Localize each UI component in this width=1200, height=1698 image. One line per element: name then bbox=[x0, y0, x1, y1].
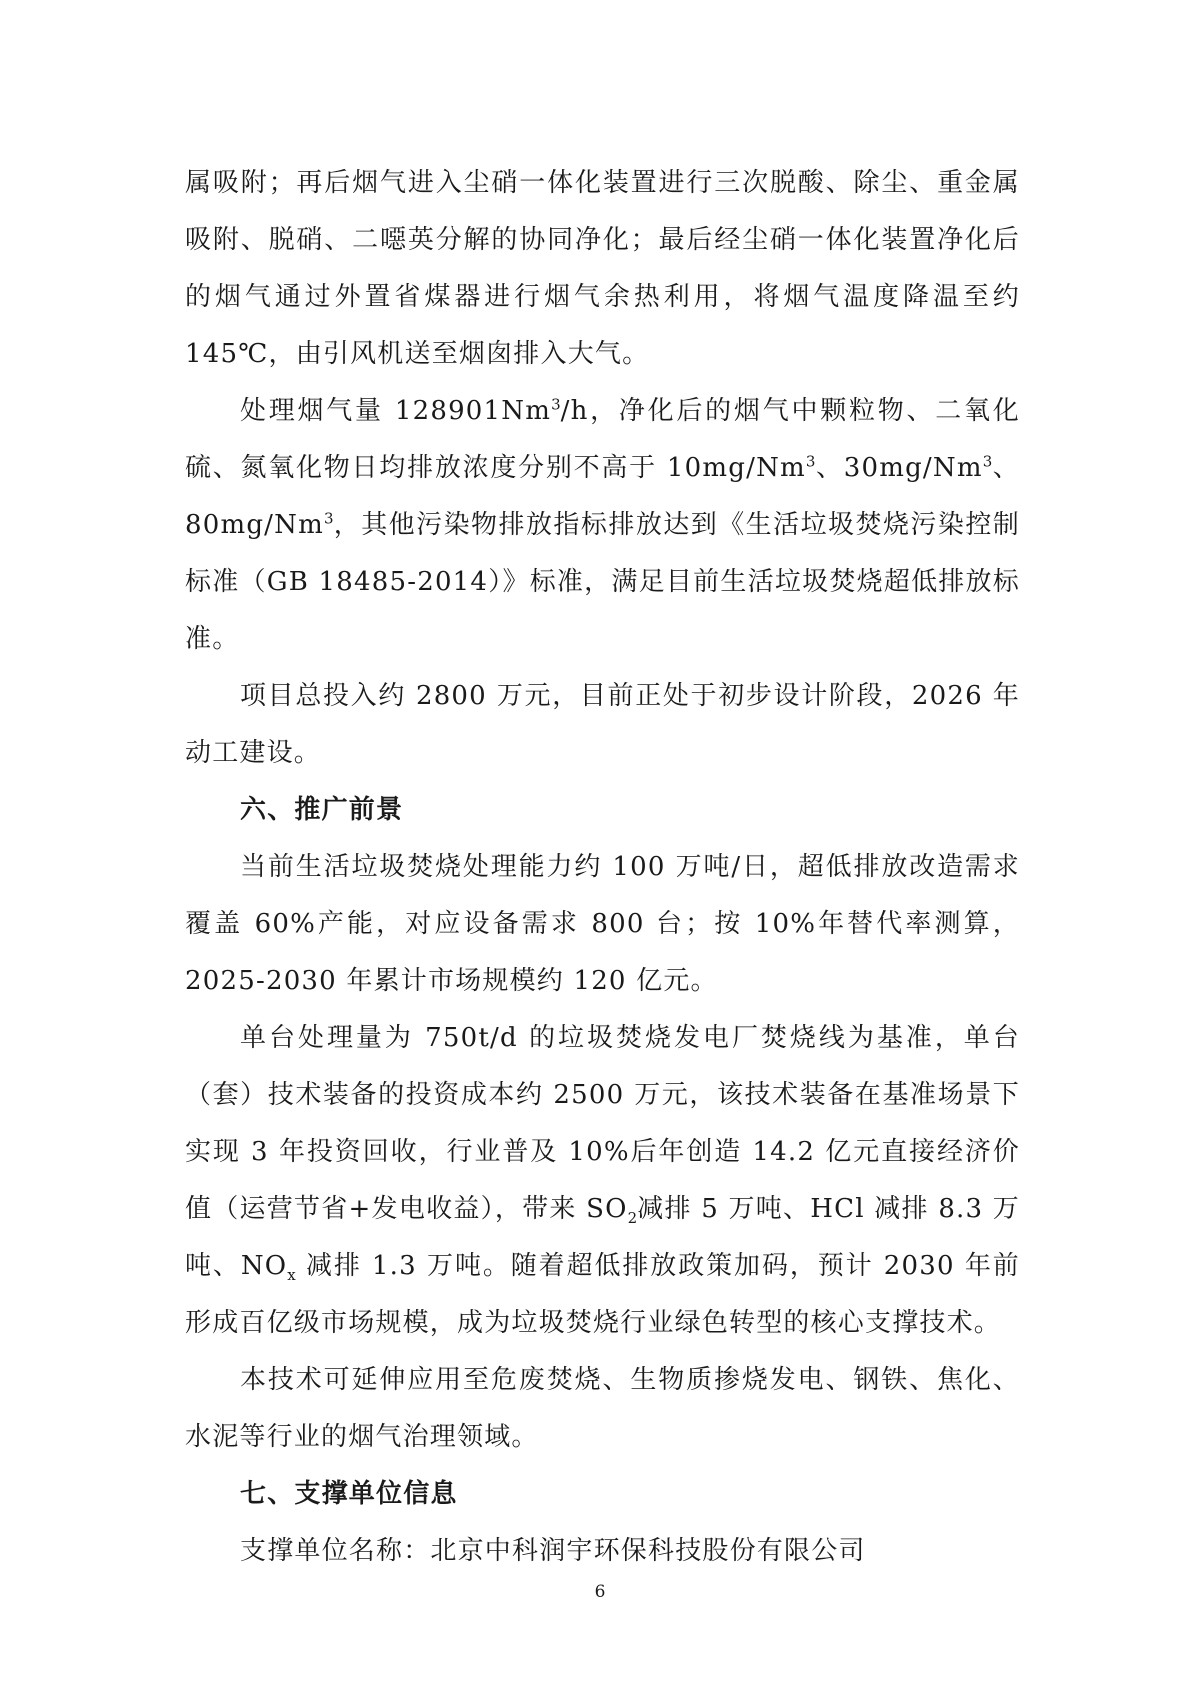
subscript: x bbox=[287, 1266, 296, 1285]
superscript: 3 bbox=[323, 509, 334, 528]
text-run: /h，净化后的烟气中颗粒物、二氧化硫、氮氧化物日均排放浓度分别不高于 10mg/Nm bbox=[185, 396, 1020, 483]
superscript: 3 bbox=[982, 452, 993, 471]
paragraph-market-capacity: 当前生活垃圾焚烧处理能力约 100 万吨/日，超低排放改造需求覆盖 60%产能，对应设备需求 800 台；按 10%年替代率测算，2025-2030 年累计市场规模约 120 亿元。 bbox=[185, 852, 1020, 996]
page-number: 6 bbox=[594, 1582, 606, 1602]
section-heading-promotion-prospects: 六、推广前景 bbox=[240, 795, 404, 825]
text-run: ，其他污染物排放指标排放达到《生活垃圾焚烧污染控制标准（GB 18485-2014）》标准，满足目前生活垃圾焚烧超低排放标准。 bbox=[185, 510, 1020, 654]
paragraph-economic-benefit bbox=[185, 1010, 1020, 1352]
text-run: 、80mg/Nm bbox=[185, 453, 1020, 540]
text-run: 减排 1.3 万吨。随着超低排放政策加码，预计 2030 年前形成百亿级市场规模，成为垃圾焚烧行业绿色转型的核心支撑技术。 bbox=[185, 1251, 1020, 1338]
paragraph-flue-gas-process: 属吸附；再后烟气进入尘硝一体化装置进行三次脱酸、除尘、重金属吸附、脱硝、二噁英分解的协同净化；最后经尘硝一体化装置净化后的烟气通过外置省煤器进行烟气余热利用，将烟气温度降温至约145℃，由引风机送至烟囱排入大气。 bbox=[185, 168, 1020, 369]
section-heading-supporting-unit: 七、支撑单位信息 bbox=[240, 1479, 458, 1509]
page-content bbox=[185, 155, 1020, 1580]
paragraph-investment: 项目总投入约 2800 万元，目前正处于初步设计阶段，2026 年动工建设。 bbox=[185, 681, 1020, 768]
superscript: 3 bbox=[805, 452, 816, 471]
paragraph-application-extension: 本技术可延伸应用至危废焚烧、生物质掺烧发电、钢铁、焦化、水泥等行业的烟气治理领域。 bbox=[185, 1365, 1020, 1452]
text-run: 减排 5 万吨、HCl 减排 8.3 万吨、NO bbox=[185, 1194, 1020, 1281]
subscript: 2 bbox=[627, 1209, 638, 1228]
text-run: 单台处理量为 750t/d 的垃圾焚烧发电厂焚烧线为基准，单台（套）技术装备的投资成本约 2500 万元，该技术装备在基准场景下实现 3 年投资回收，行业普及 10%后年创造 14.2 亿元直接经济价值（运营节省+发电收益），带来 SO bbox=[185, 1023, 1020, 1224]
text-run: 、30mg/Nm bbox=[815, 453, 983, 483]
superscript: 3 bbox=[551, 395, 561, 414]
paragraph-supporting-unit-name: 支撑单位名称：北京中科润宇环保科技股份有限公司 bbox=[240, 1536, 866, 1566]
paragraph-emission-results bbox=[185, 383, 1020, 668]
text-run: 处理烟气量 128901Nm bbox=[240, 396, 552, 426]
